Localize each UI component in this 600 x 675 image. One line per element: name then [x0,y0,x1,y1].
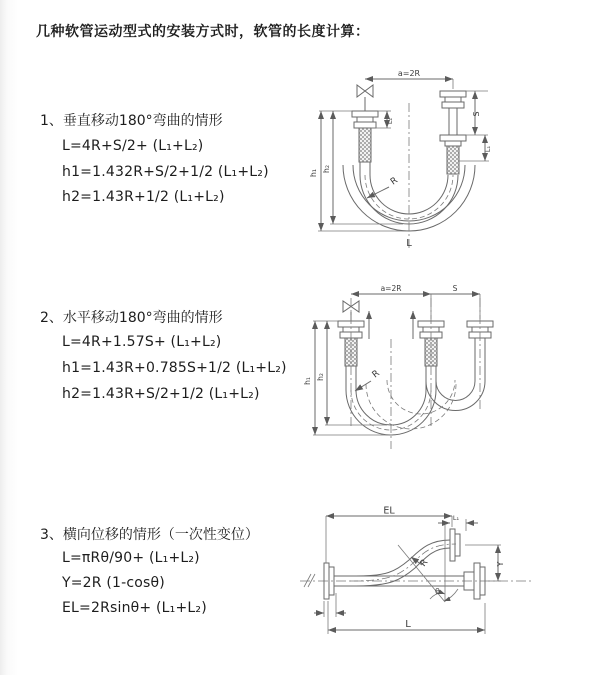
label-r: R [418,557,431,569]
hose-s-curve [350,540,456,586]
label-el: EL [383,505,395,517]
diagram-2-horizontal-bend [301,281,598,461]
label-s: S [472,111,481,117]
label-y: Y [496,561,505,567]
dimension-end-fittings [369,311,413,339]
diagram-3-lateral-displacement [298,503,600,643]
radius-leader [355,381,371,391]
section-3-formula-L: L=πRθ/90+ (L₁+L₂) [62,550,200,566]
dimension-a2r [351,294,480,319]
section-1-formula-h1: h1=1.432R+S/2+1/2 (L₁+L₂) [62,164,269,180]
label-a2r: a=2R [397,69,421,78]
dimension-l1-bottom [314,593,346,617]
label-l1: L₁ [452,514,460,522]
label-theta: θ [435,587,440,596]
section-3-heading: 3、横向位移的情形（一次性变位） [40,527,259,543]
flange-right-upper [440,91,466,108]
flange-right-lower [440,135,466,146]
page-title: 几种软管运动型式的安装方式时，软管的长度计算： [36,24,370,40]
braided-hose-right [447,146,459,174]
label-l1-left: L₁ [386,117,394,125]
label-h2: h₂ [316,373,325,381]
section-3-formula-Y: Y=2R (1-cosθ) [62,575,165,591]
hose-u-bend [346,380,485,435]
braided-hose-left [359,128,371,162]
centerline-break-symbol [304,574,315,587]
flange-right-upper [450,529,460,561]
label-h1: h₁ [309,168,318,178]
label-l1-right: L₁ [484,145,492,153]
section-1-formula-L: L=4R+S/2+ (L₁+L₂) [62,138,204,154]
label-h2: h₂ [322,164,331,174]
label-a2r: a=2R [380,284,402,293]
label-s: S [452,284,458,293]
section-2-formula-h1: h1=1.43R+0.785S+1/2 (L₁+L₂) [62,360,287,376]
valve-icon [357,85,373,111]
label-h1: h₁ [303,377,312,385]
label-l: L [405,619,411,630]
label-r: R [370,368,382,381]
dimension-el [326,516,452,563]
radius-leader [367,187,389,198]
section-3-formula-EL: EL=2Rsinθ+ (L₁+L₂) [62,600,207,616]
section-2-heading: 2、水平移动180°弯曲的情形 [40,310,223,326]
section-1-heading: 1、垂直移动180°弯曲的情形 [40,113,223,129]
flange-left [352,111,378,128]
label-r: R [388,175,400,188]
label-l: L [406,238,412,249]
section-1-formula-h2: h2=1.43R+1/2 (L₁+L₂) [62,189,225,205]
section-2-formula-L: L=4R+1.57S+ (L₁+L₂) [62,334,222,350]
section-2-formula-h2: h2=1.43R+S/2+1/2 (L₁+L₂) [62,386,260,402]
dimension-a2r [365,79,453,89]
diagram-1-vertical-bend [303,65,588,260]
